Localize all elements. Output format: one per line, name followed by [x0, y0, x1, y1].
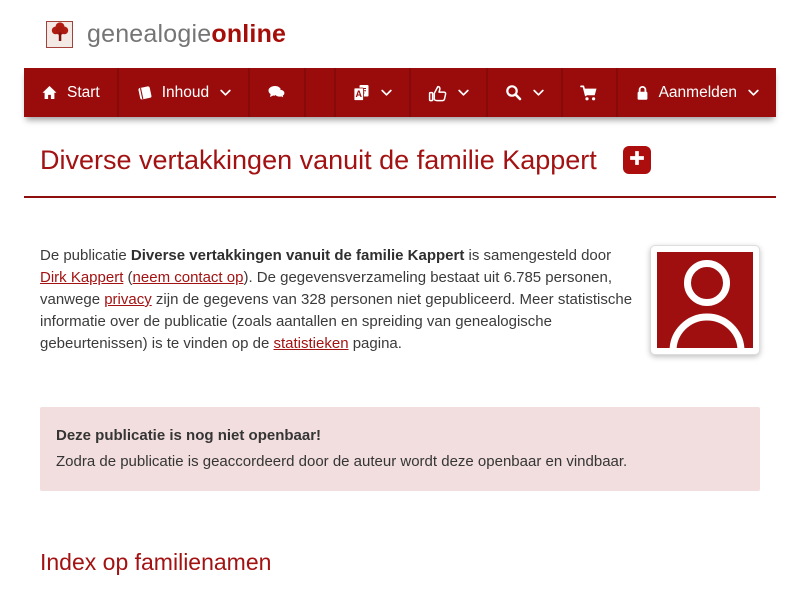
intro-text: zijn de gegevens van 328 personen niet gepubliceerd. Meer statistische informatie over de publicatie (zoals aantallen en spreiding van genealogische gebeurtenissen) is te vinden op de: [40, 291, 633, 352]
publication-intro-paragraph: [40, 245, 640, 355]
statistics-link[interactable]: statistieken: [273, 335, 349, 352]
comments-icon: [267, 85, 287, 101]
nav-item-inhoud[interactable]: [119, 68, 250, 117]
alert-title: Deze publicatie is nog niet openbaar!: [56, 427, 322, 444]
page-title: [40, 144, 760, 176]
person-avatar: [657, 252, 753, 348]
intro-text: is samengesteld door: [464, 247, 612, 264]
thumbs-up-icon: [428, 84, 447, 102]
author-link[interactable]: Dirk Kappert: [40, 269, 124, 286]
book-icon: [136, 85, 153, 101]
site-logo[interactable]: [46, 21, 73, 48]
nav-item-likes[interactable]: [411, 68, 488, 117]
main-navbar: [24, 68, 776, 117]
plus-icon: [626, 144, 648, 176]
search-icon: [505, 84, 522, 101]
not-public-alert: [40, 407, 760, 491]
nav-item-cart[interactable]: [563, 68, 618, 117]
lock-icon: [635, 85, 650, 101]
nav-label-start: Start: [67, 83, 100, 101]
publication-name-bold: Diverse vertakkingen vanuit de familie Kappert: [130, 247, 465, 264]
svg-text:A: A: [355, 88, 362, 99]
contact-link[interactable]: neem contact op: [132, 269, 244, 286]
nav-label-aanmelden: Aanmelden: [658, 83, 737, 101]
privacy-link[interactable]: privacy: [104, 291, 152, 308]
publication-summary-row: [40, 245, 760, 355]
nav-item-start[interactable]: [24, 68, 119, 117]
nav-item-search[interactable]: [488, 68, 563, 117]
alert-body: Zodra de publicatie is geaccordeerd door de auteur wordt deze openbaar en vindbaar.: [56, 453, 628, 470]
chevron-down-icon: [533, 89, 544, 97]
tree-icon: [48, 20, 72, 49]
site-header: [0, 0, 800, 68]
shopping-cart-icon: [580, 85, 599, 101]
publication-avatar-card: [650, 245, 760, 355]
chevron-down-icon: [458, 89, 469, 97]
add-button[interactable]: [623, 146, 651, 174]
intro-text: pagina.: [348, 335, 402, 352]
main-content: [0, 144, 800, 576]
nav-item-language[interactable]: [336, 68, 411, 117]
surname-index-heading: Index op familienamen: [40, 549, 272, 575]
nav-spacer: [306, 68, 335, 117]
chevron-down-icon: [381, 89, 392, 97]
chevron-down-icon: [220, 89, 231, 97]
brand-part-gray: genealogie: [87, 19, 212, 48]
brand-wordmark[interactable]: [87, 20, 286, 49]
nav-item-messages[interactable]: [250, 68, 306, 117]
home-icon: [41, 85, 58, 101]
intro-text: De publicatie: [40, 247, 131, 264]
language-icon: [353, 84, 370, 102]
intro-text: ). De gegevensverzameling bestaat uit 6.785 personen, vanwege: [40, 269, 613, 308]
page-title-text: Diverse vertakkingen vanuit de familie Kappert: [40, 145, 597, 175]
title-divider: [24, 196, 776, 198]
brand-part-red: online: [211, 19, 287, 48]
intro-text: (: [123, 269, 133, 286]
nav-label-inhoud: Inhoud: [161, 83, 210, 101]
chevron-down-icon: [748, 89, 759, 97]
nav-item-aanmelden[interactable]: [618, 68, 776, 117]
